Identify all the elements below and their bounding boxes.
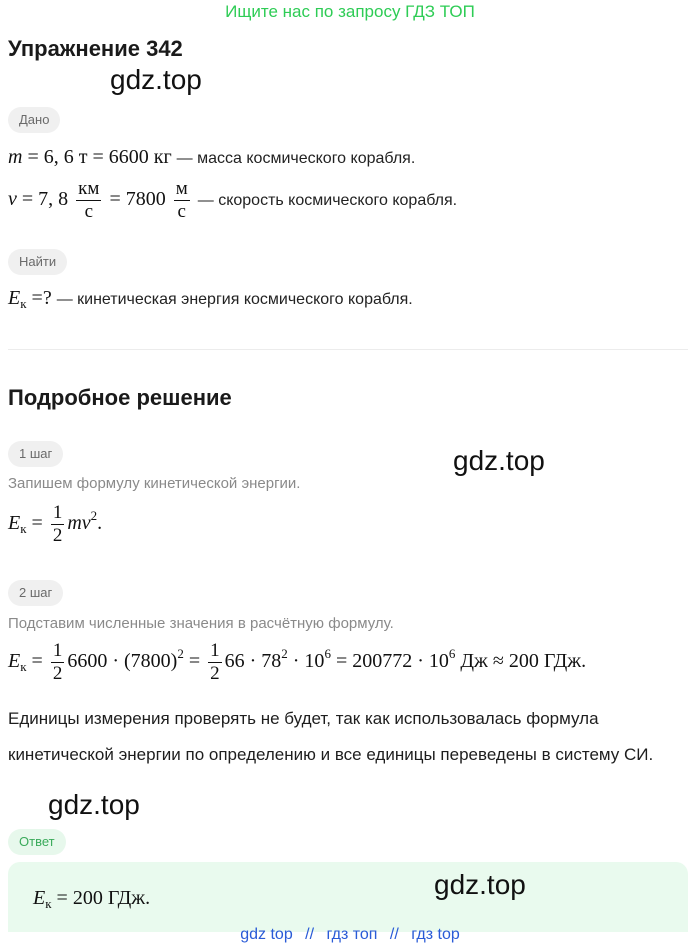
bottom-links — [0, 926, 700, 944]
answer-formula: $E_к = 200$ ГДж. — [33, 887, 151, 911]
kinetic-energy-formula: $E_к$ = $\frac{1}{2}$ $mv^2$. — [8, 502, 103, 546]
separator: // — [305, 926, 315, 943]
search-banner[interactable]: Ищите нас по запросу ГДЗ ТОП — [225, 2, 475, 21]
given-tag: Дано — [8, 107, 60, 133]
find-text: — кинетическая энергия космического корабля. — [56, 291, 413, 308]
step2-tag: 2 шаг — [8, 580, 63, 606]
page-title: Упражнение 342 — [8, 36, 183, 61]
step1-tag: 1 шаг — [8, 441, 63, 467]
watermark: gdz.top — [434, 869, 526, 900]
unit-fraction-m-s: $\frac{м}{с}$ — [175, 178, 188, 222]
units-explanation: Единицы измерения проверять не будет, так как использовалась формула кинетической энергии по определению и все единицы переведены в систему СИ. — [8, 709, 654, 764]
section-divider — [8, 349, 688, 350]
find-formula: $E_к$ =? — кинетическая энергия космического корабля. — [8, 287, 413, 311]
given-speed-formula: v = 7, 8 $\frac{км}{с}$ = 7800 $\frac{м}{с}$ — скорость космического корабля. — [8, 178, 458, 222]
link-gdz-top-ru[interactable]: гдз топ — [326, 926, 378, 943]
unit-fraction-km-s: $\frac{км}{с}$ — [78, 178, 100, 222]
step2-note: Подставим численные значения в расчётную формулу. — [8, 615, 394, 632]
find-tag: Найти — [8, 249, 67, 275]
watermark: gdz.top — [48, 789, 140, 820]
given-mass-formula: m = 6, 6 т = 6600 кг — масса космического корабля. — [8, 146, 416, 168]
answer-tag: Ответ — [8, 829, 66, 855]
solution-heading: Подробное решение — [8, 385, 232, 410]
step1-note: Запишем формулу кинетической энергии. — [8, 475, 301, 492]
link-gdz-top-mixed[interactable]: гдз top — [411, 926, 460, 943]
given-speed-text: — скорость космического корабля. — [197, 192, 458, 210]
link-gdz-top[interactable]: gdz top — [240, 926, 293, 943]
watermark: gdz.top — [453, 445, 545, 476]
given-mass-text: — масса космического корабля. — [176, 150, 416, 167]
calculation-formula: $E_к$ = $\frac{1}{2}$ $6600 \cdot (7800)^2$ = $\frac{1}{2}$ $66 \cdot 78^2 \cdot 10^6 = 200772 \cdot 10^6$ Дж ≈ 200 ГДж. — [8, 640, 587, 684]
separator: // — [389, 926, 399, 943]
watermark: gdz.top — [110, 64, 202, 95]
